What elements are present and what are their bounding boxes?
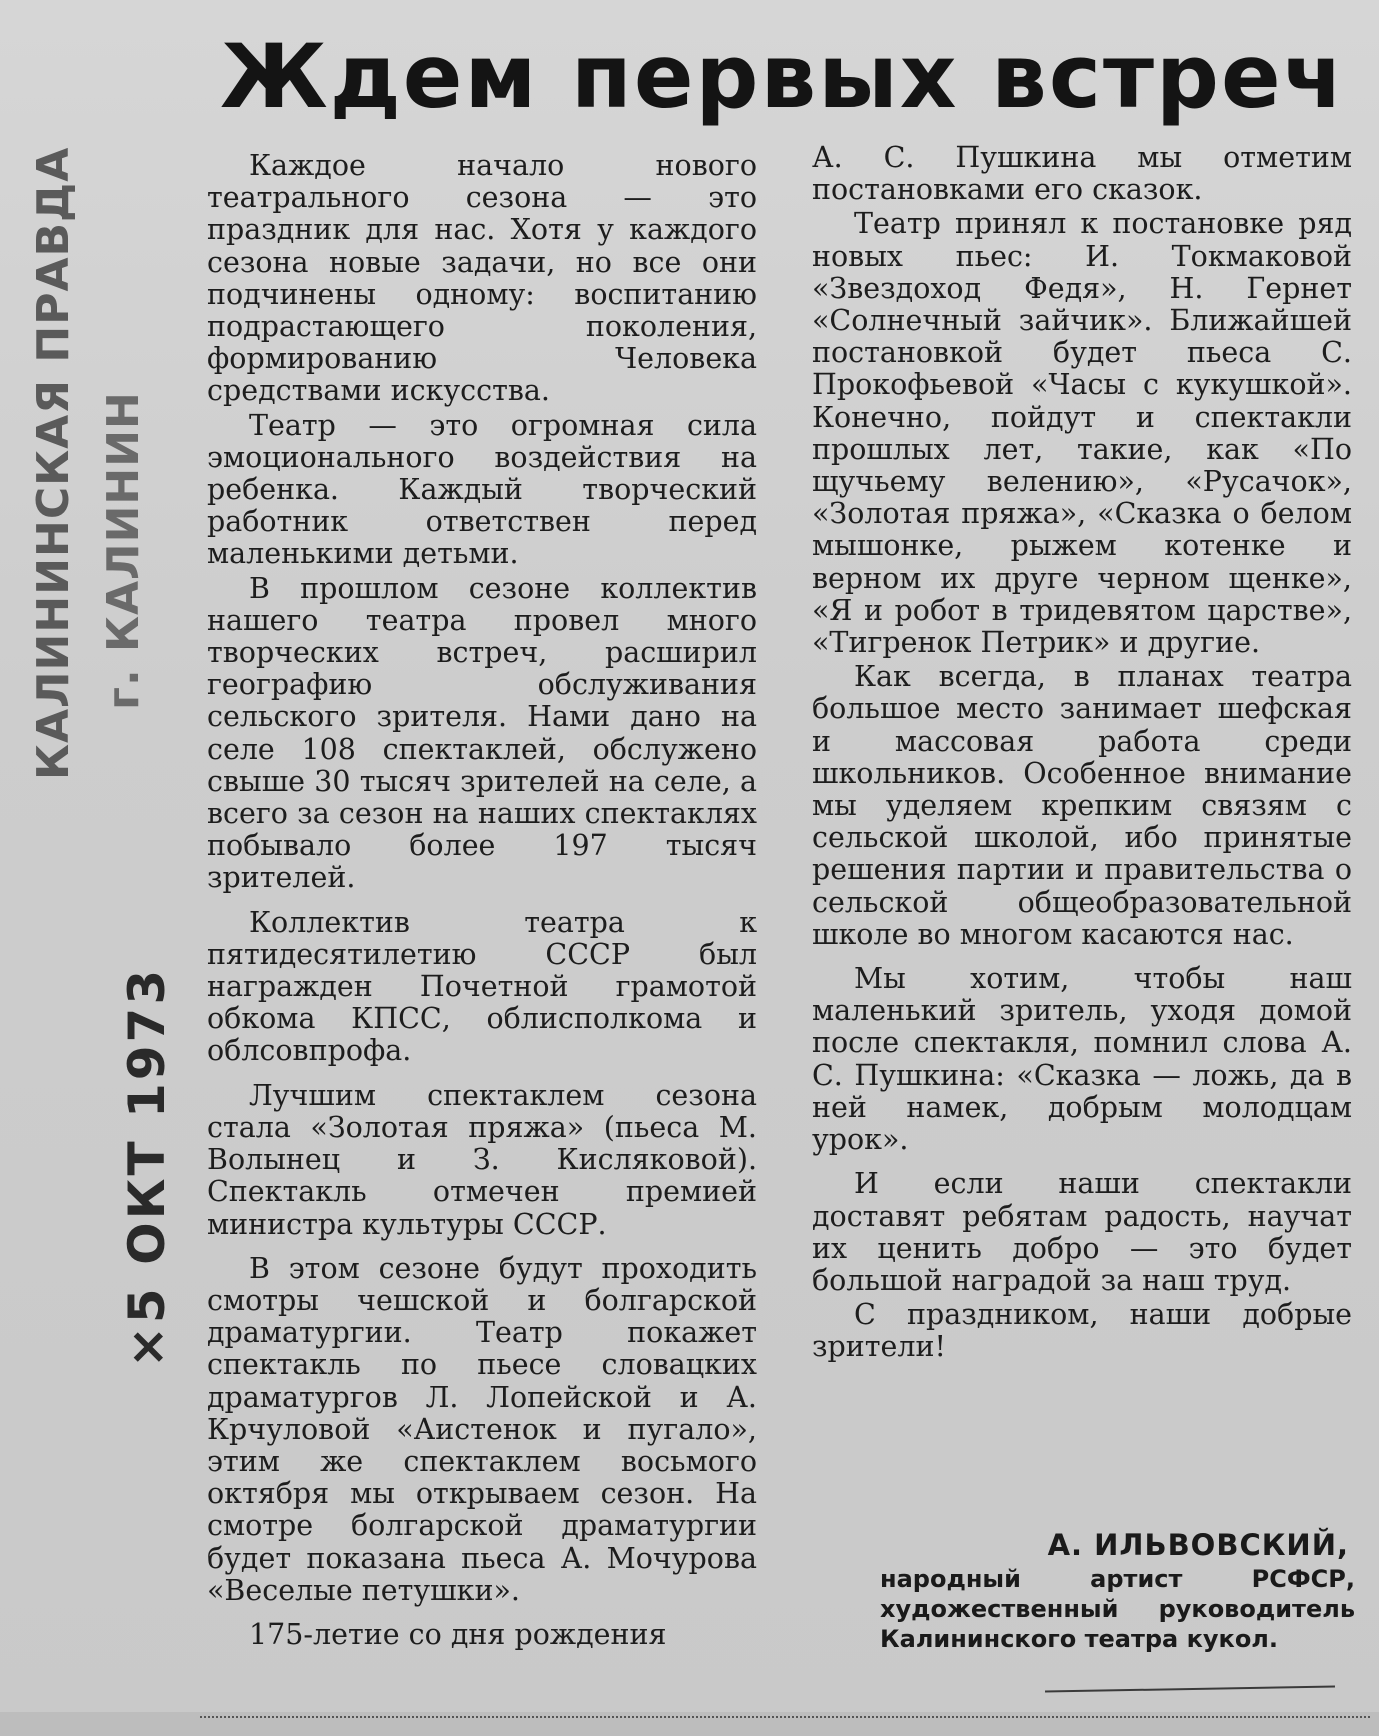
author-title: народный артист РСФСР, художественный руководитель Калининского театра кукол.	[880, 1565, 1355, 1653]
paragraph: 175-летие со дня рождения	[249, 1617, 667, 1651]
article-column-left	[207, 150, 757, 1651]
date-stamp: ×5 ОКТ 1973	[118, 966, 176, 1368]
paragraph: И если наши спектакли доставят ребятам радость, научат их ценить добро — это будет большой наградой за наш труд.	[812, 1167, 1352, 1297]
author-signature	[880, 1530, 1355, 1654]
paragraph: А. С. Пушкина мы отметим постановками его сказок.	[812, 141, 1352, 207]
paragraph: Коллектив театра к пятидесятилетию СССР был награжден Почетной грамотой обкома КПСС, облисполкома и облсовпрофа.	[207, 905, 757, 1068]
signature-rule	[1045, 1685, 1335, 1692]
paragraph: В этом сезоне будут проходить смотры чешской и болгарской драматургии. Театр покажет спектакль по пьесе словацких драматургов Л. Лопейской и А. Крчуловой «Аистенок и пугало», этим же спектаклем восьмого октября мы открываем сезон. На смотре болгарской драматургии будет показана пьеса А. Мочурова «Веселые петушки».	[207, 1251, 757, 1607]
paragraph: С праздником, наши добрые зрители!	[812, 1298, 1352, 1364]
author-name: А. ИЛЬВОВСКИЙ,	[1047, 1528, 1349, 1562]
article-headline: Ждем первых встреч	[220, 25, 1346, 128]
cut-line	[200, 1716, 1370, 1720]
paragraph: Мы хотим, чтобы наш маленький зритель, уходя домой после спектакля, помнил слова А. С. Пушкина: «Сказка — ложь, да в ней намек, добрым молодцам урок».	[812, 962, 1352, 1157]
newspaper-name-stamp: КАЛИНИНСКАЯ ПРАВДА	[28, 146, 79, 780]
paragraph: В прошлом сезоне коллектив нашего театра провел много творческих встреч, расширил географию обслуживания сельского зрителя. Нами дано на селе 108 спектаклей, обслужено свыше 30 тысяч зрителей на селе, а всего за сезон на наших спектаклях побывало более 197 тысяч зрителей.	[207, 571, 757, 895]
paragraph: Как всегда, в планах театра большое место занимает шефская и массовая работа среди школьников. Особенное внимание мы уделяем крепким связям с сельской школой, ибо принятые решения партии и правительства о сельской общеобразовательной школе во многом касаются нас.	[812, 660, 1352, 951]
city-stamp: г. КАЛИНИН	[98, 391, 149, 710]
paragraph: Театр принял к постановке ряд новых пьес: И. Токмаковой «Звездоход Федя», Н. Гернет «Солнечный зайчик». Ближайшей постановкой будет пьеса С. Прокофьевой «Часы с кукушкой». Конечно, пойдут и спектакли прошлых лет, такие, как «По щучьему велению», «Русачок», «Золотая пряжа», «Сказка о белом мышонке, рыжем котенке и верном их друге черном щенке», «Я и робот в тридевятом царстве», «Тигренок Петрик» и другие.	[812, 207, 1352, 660]
paragraph: Лучшим спектаклем сезона стала «Золотая пряжа» (пьеса М. Волынец и З. Кисляковой). Спектакль отмечен премией министра культуры СССР.	[207, 1078, 757, 1241]
paragraph: Каждое начало нового театрального сезона — это праздник для нас. Хотя у каждого сезона новые задачи, но все они подчинены одному: воспитанию подрастающего поколения, формированию Человека средствами искусства.	[207, 149, 757, 408]
paragraph: Театр — это огромная сила эмоционального воздействия на ребенка. Каждый творческий работник ответствен перед маленькими детьми.	[207, 408, 757, 571]
article-column-right	[812, 142, 1352, 1364]
